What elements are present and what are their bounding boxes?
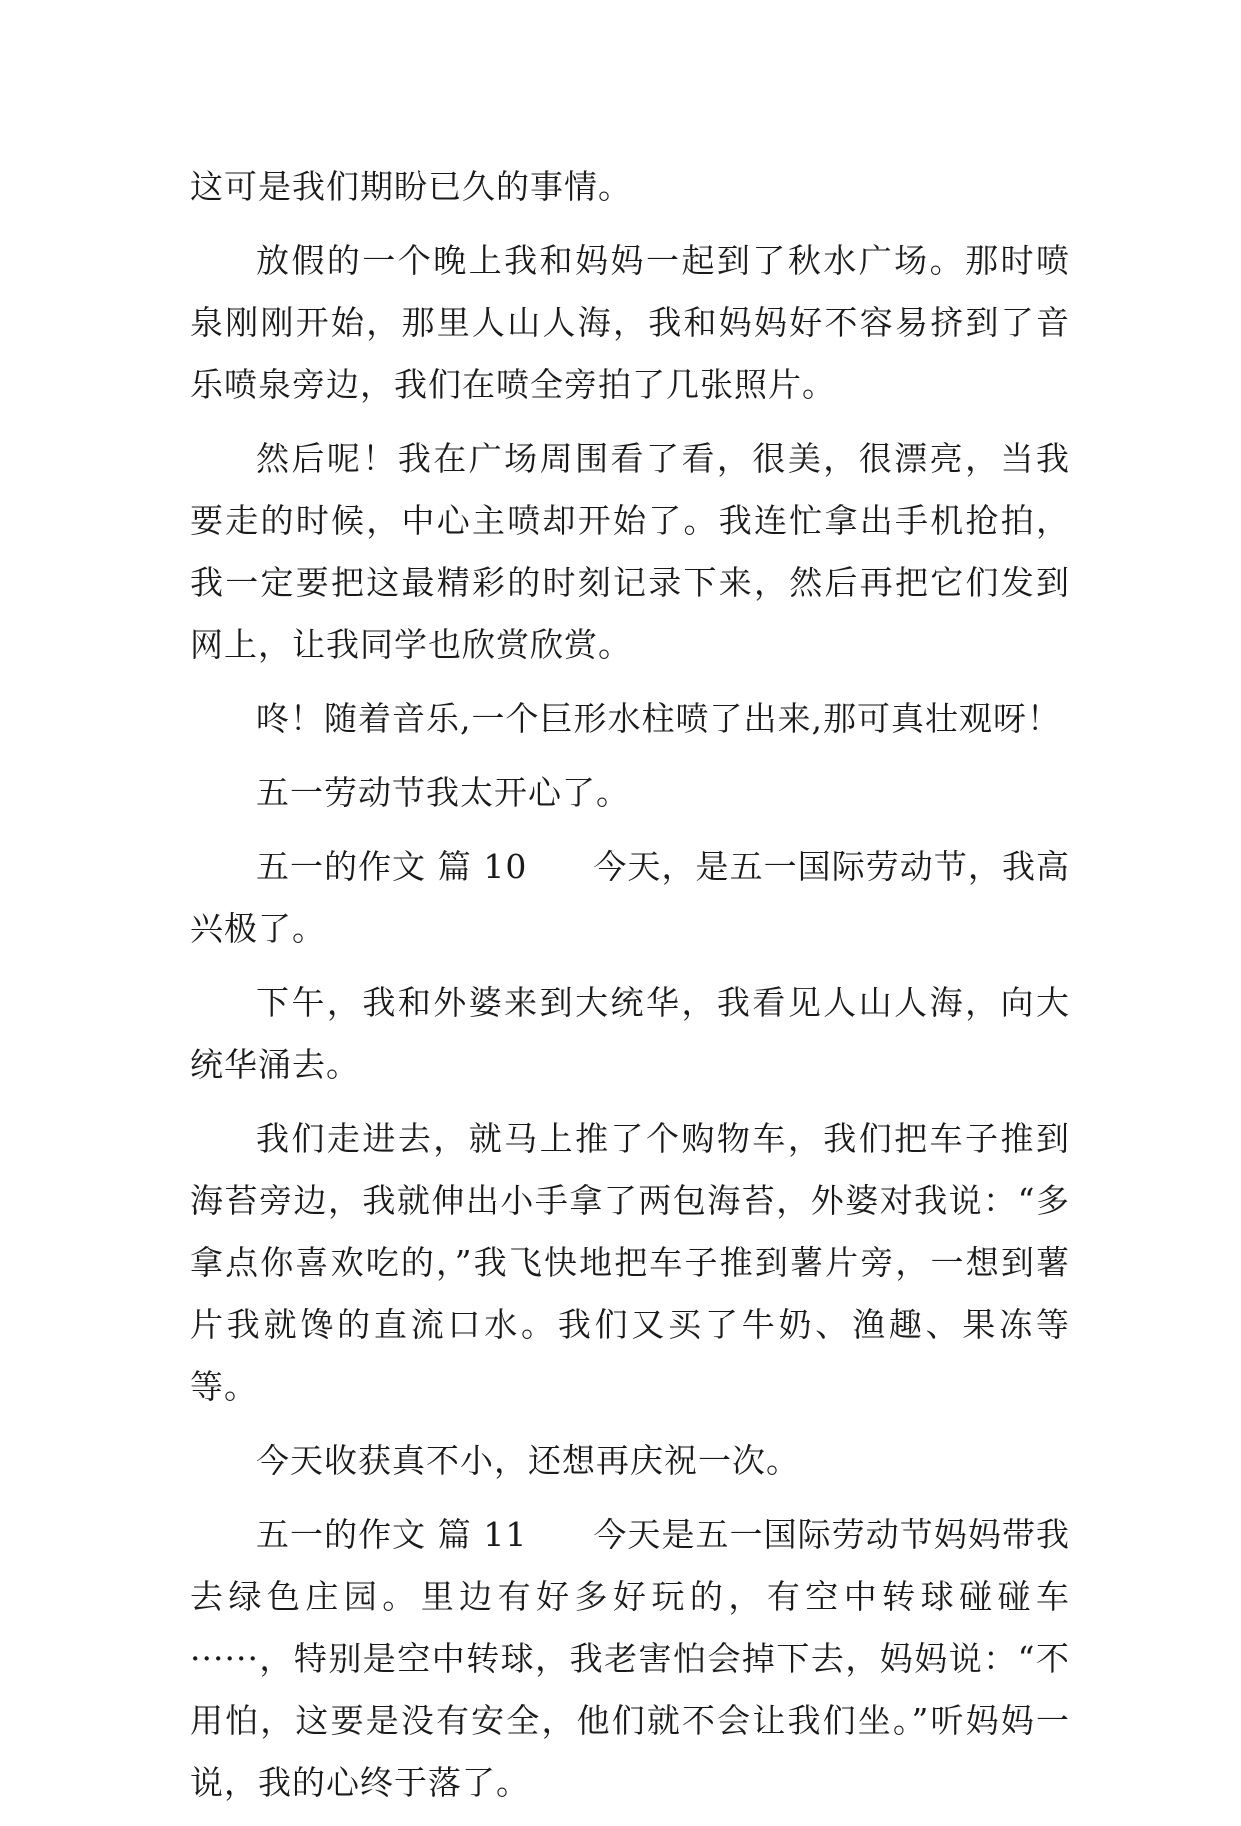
essay-section-10 (190, 836, 1070, 960)
essay-section-11 (190, 1504, 1070, 1814)
paragraph: 放假的一个晚上我和妈妈一起到了秋水广场。那时喷泉刚刚开始，那里人山人海，我和妈妈好不容易挤到了音乐喷泉旁边，我们在喷全旁拍了几张照片。 (190, 241, 1070, 404)
section-text: 今天是五一国际劳动节妈妈带我去绿色庄园。里边有好多好玩的，有空中转球碰碰车······，特别是空中转球，我老害怕会掉下去，妈妈说：“不用怕，这要是没有安全，他们就不会让我们坐。”听妈妈一说，我的心终于落了。 (190, 1515, 1070, 1802)
section-heading: 五一的作文 篇 10 (256, 847, 528, 886)
document-body (190, 156, 1070, 1826)
section-heading: 五一的作文 篇 11 (256, 1515, 528, 1554)
section-text: 今天，是五一国际劳动节，我高兴极了。 (190, 847, 1070, 948)
paragraph: 这可是我们期盼已久的事情。 (190, 167, 632, 206)
paragraph: 然后呢！我在广场周围看了看，很美，很漂亮，当我要走的时候，中心主喷却开始了。我连忙拿出手机抢拍，我一定要把这最精彩的时刻记录下来，然后再把它们发到网上，让我同学也欣赏欣赏。 (190, 439, 1070, 664)
paragraph: 今天收获真不小，还想再庆祝一次。 (256, 1441, 800, 1480)
paragraph: 我们走进去，就马上推了个购物车，我们把车子推到海苔旁边，我就伸出小手拿了两包海苔，外婆对我说：“多拿点你喜欢吃的，”我飞快地把车子推到薯片旁，一想到薯片我就馋的直流口水。我们又买了牛奶、渔趣、果冻等等。 (190, 1119, 1070, 1406)
paragraph: 五一劳动节我太开心了。 (256, 773, 630, 812)
paragraph: 咚！随着音乐,一个巨形水柱喷了出来,那可真壮观呀！ (256, 699, 1061, 738)
paragraph: 下午，我和外婆来到大统华，我看见人山人海，向大统华涌去。 (190, 983, 1070, 1084)
